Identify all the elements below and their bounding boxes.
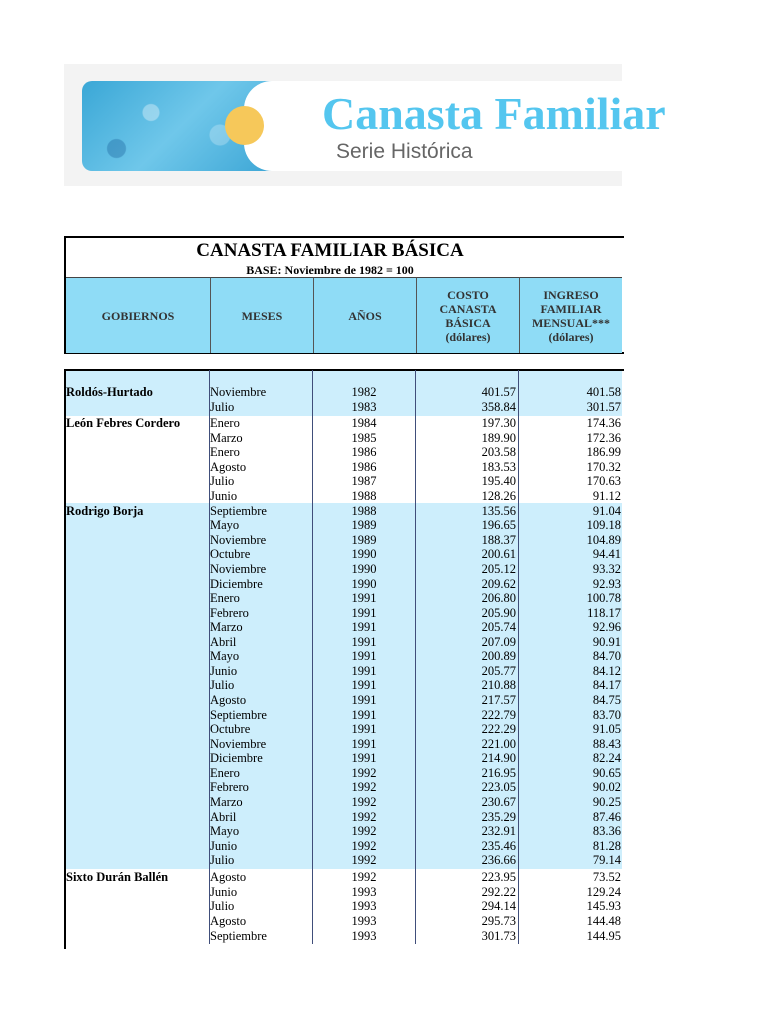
cell-ingreso: 91.04: [592, 504, 621, 518]
cell-ingreso: 82.24: [592, 751, 621, 765]
cell-ano: 1986: [351, 445, 377, 459]
cell-mes: Agosto: [210, 870, 247, 884]
cell-ano: 1992: [351, 795, 377, 809]
sun-circle-icon: [225, 106, 264, 145]
cell-ingreso: 83.36: [592, 824, 621, 838]
cell-ingreso: 91.05: [592, 722, 621, 736]
cell-ano: 1986: [351, 460, 377, 474]
cell-costo: 216.95: [481, 766, 516, 780]
column-header-costo: COSTO CANASTA BÁSICA (dólares): [416, 277, 519, 353]
cell-ingreso: 109.18: [586, 518, 621, 532]
cell-ingreso: 90.91: [592, 635, 621, 649]
cell-mes: Octubre: [210, 722, 251, 736]
cell-costo: 222.29: [481, 722, 516, 736]
cell-ingreso: 88.43: [592, 737, 621, 751]
banner-subtitle: Serie Histórica: [336, 140, 473, 163]
cell-ano: 1988: [351, 504, 377, 518]
cell-ano: 1991: [351, 591, 377, 605]
cell-costo: 235.46: [481, 839, 516, 853]
cell-mes: Noviembre: [210, 737, 267, 751]
cell-mes: Enero: [210, 766, 240, 780]
cell-costo: 292.22: [481, 885, 516, 899]
cell-ingreso: 401.58: [586, 385, 621, 399]
cell-mes: Septiembre: [210, 929, 267, 943]
cell-costo: 205.12: [481, 562, 516, 576]
cell-costo: 221.00: [481, 737, 516, 751]
cell-costo: 301.73: [481, 929, 516, 943]
cell-costo: 205.90: [481, 606, 516, 620]
cell-mes: Marzo: [210, 620, 243, 634]
cell-ingreso: 84.75: [592, 693, 621, 707]
cell-mes: Junio: [210, 885, 238, 899]
cell-costo: 200.89: [481, 649, 516, 663]
cell-ano: 1987: [351, 474, 377, 488]
cell-gobierno: León Febres Cordero: [66, 416, 181, 430]
cell-ingreso: 92.96: [592, 620, 621, 634]
cell-ingreso: 144.95: [586, 929, 621, 943]
cell-mes: Agosto: [210, 914, 247, 928]
table-title: CANASTA FAMILIAR BÁSICA: [196, 240, 464, 261]
column-header-gobiernos: GOBIERNOS: [66, 277, 210, 353]
cell-costo: 200.61: [481, 547, 516, 561]
cell-ano: 1991: [351, 722, 377, 736]
cell-costo: 214.90: [481, 751, 516, 765]
cell-costo: 294.14: [481, 899, 516, 913]
cell-mes: Julio: [210, 400, 235, 414]
cell-ano: 1993: [351, 885, 377, 899]
cell-mes: Mayo: [210, 649, 240, 663]
cell-mes: Agosto: [210, 460, 247, 474]
cell-mes: Febrero: [210, 780, 249, 794]
cell-ano: 1989: [351, 518, 377, 532]
table-subtitle: BASE: Noviembre de 1982 = 100: [246, 263, 414, 277]
cell-ano: 1992: [351, 810, 377, 824]
cell-mes: Marzo: [210, 795, 243, 809]
cell-ingreso: 73.52: [592, 870, 621, 884]
cell-ingreso: 79.14: [592, 853, 621, 867]
cell-mes: Diciembre: [210, 751, 263, 765]
cell-ingreso: 301.57: [586, 400, 621, 414]
cell-mes: Enero: [210, 591, 240, 605]
banner: [64, 64, 666, 186]
cell-ano: 1991: [351, 649, 377, 663]
cell-ano: 1982: [351, 385, 377, 399]
cell-costo: 196.65: [481, 518, 516, 532]
cell-ingreso: 170.32: [586, 460, 621, 474]
cell-ingreso: 90.02: [592, 780, 621, 794]
cell-costo: 223.95: [481, 870, 516, 884]
cell-ingreso: 93.32: [592, 562, 621, 576]
cell-costo: 295.73: [481, 914, 516, 928]
cell-mes: Enero: [210, 445, 240, 459]
cell-ano: 1989: [351, 533, 377, 547]
cell-ingreso: 92.93: [592, 577, 621, 591]
cell-gobierno: Sixto Durán Ballén: [66, 870, 169, 884]
cell-costo: 230.67: [481, 795, 516, 809]
cell-mes: Febrero: [210, 606, 249, 620]
cell-costo: 205.77: [481, 664, 516, 678]
cell-costo: 232.91: [481, 824, 516, 838]
cell-ano: 1984: [351, 416, 377, 430]
cell-ano: 1993: [351, 899, 377, 913]
cell-costo: 205.74: [481, 620, 516, 634]
cell-ingreso: 186.99: [586, 445, 621, 459]
cell-ingreso: 94.41: [592, 547, 621, 561]
cell-ano: 1990: [351, 547, 377, 561]
cell-mes: Enero: [210, 416, 240, 430]
cell-costo: 223.05: [481, 780, 516, 794]
cell-ingreso: 90.25: [592, 795, 621, 809]
cell-ano: 1992: [351, 853, 377, 867]
cell-ingreso: 170.63: [586, 474, 621, 488]
cell-mes: Noviembre: [210, 533, 267, 547]
cell-mes: Septiembre: [210, 504, 267, 518]
column-header-anos: AÑOS: [313, 277, 416, 353]
cell-ingreso: 172.36: [586, 431, 621, 445]
cell-ingreso: 129.24: [586, 885, 621, 899]
cell-mes: Octubre: [210, 547, 251, 561]
cell-ingreso: 84.17: [592, 678, 621, 692]
cell-costo: 206.80: [481, 591, 516, 605]
cell-gobierno: Rodrigo Borja: [66, 504, 144, 518]
cell-ano: 1990: [351, 577, 377, 591]
cell-ano: 1991: [351, 693, 377, 707]
cell-mes: Junio: [210, 489, 238, 503]
cell-ano: 1992: [351, 766, 377, 780]
cell-ingreso: 90.65: [592, 766, 621, 780]
cell-gobierno: Roldós-Hurtado: [66, 385, 153, 399]
cell-costo: 358.84: [481, 400, 516, 414]
cell-mes: Marzo: [210, 431, 243, 445]
cell-mes: Junio: [210, 664, 238, 678]
cell-mes: Julio: [210, 678, 235, 692]
cell-ingreso: 100.78: [586, 591, 621, 605]
cell-ano: 1992: [351, 824, 377, 838]
cell-mes: Abril: [210, 635, 237, 649]
cell-mes: Julio: [210, 899, 235, 913]
cell-ingreso: 144.48: [586, 914, 621, 928]
cell-ano: 1991: [351, 708, 377, 722]
cell-ano: 1991: [351, 606, 377, 620]
cell-costo: 128.26: [481, 489, 516, 503]
cell-mes: Noviembre: [210, 385, 267, 399]
cell-costo: 236.66: [481, 853, 516, 867]
cell-mes: Abril: [210, 810, 237, 824]
cell-ingreso: 104.89: [586, 533, 621, 547]
cell-ingreso: 83.70: [592, 708, 621, 722]
cell-costo: 203.58: [481, 445, 516, 459]
cell-ano: 1992: [351, 780, 377, 794]
cell-ano: 1993: [351, 914, 377, 928]
cell-costo: 217.57: [481, 693, 516, 707]
cell-mes: Septiembre: [210, 708, 267, 722]
cell-ingreso: 84.12: [592, 664, 621, 678]
cell-mes: Noviembre: [210, 562, 267, 576]
cell-ano: 1992: [351, 839, 377, 853]
cell-costo: 235.29: [481, 810, 516, 824]
cell-ingreso: 87.46: [592, 810, 621, 824]
cell-costo: 189.90: [481, 431, 516, 445]
cell-costo: 207.09: [481, 635, 516, 649]
cell-ano: 1991: [351, 620, 377, 634]
cell-ingreso: 145.93: [586, 899, 621, 913]
banner-title: Canasta Familiar: [322, 88, 666, 139]
cell-ano: 1990: [351, 562, 377, 576]
column-header-meses: MESES: [210, 277, 313, 353]
cell-ano: 1991: [351, 635, 377, 649]
cell-ano: 1993: [351, 929, 377, 943]
cell-mes: Agosto: [210, 693, 247, 707]
cell-ingreso: 81.28: [592, 839, 621, 853]
column-header-ingreso: INGRESO FAMILIAR MENSUAL*** (dólares): [519, 277, 622, 353]
cell-ingreso: 91.12: [592, 489, 621, 503]
cell-costo: 197.30: [481, 416, 516, 430]
cell-ano: 1991: [351, 751, 377, 765]
cell-ingreso: 174.36: [586, 416, 621, 430]
cell-mes: Mayo: [210, 518, 240, 532]
cell-costo: 222.79: [481, 708, 516, 722]
cell-ano: 1992: [351, 870, 377, 884]
cell-ingreso: 84.70: [592, 649, 621, 663]
cell-mes: Julio: [210, 474, 235, 488]
cell-costo: 210.88: [481, 678, 516, 692]
cell-ano: 1991: [351, 664, 377, 678]
cell-costo: 188.37: [481, 533, 516, 547]
cell-ano: 1983: [351, 400, 377, 414]
cell-costo: 209.62: [481, 577, 516, 591]
cell-ano: 1991: [351, 737, 377, 751]
cell-ano: 1991: [351, 678, 377, 692]
cell-mes: Julio: [210, 853, 235, 867]
cell-mes: Junio: [210, 839, 238, 853]
cell-ano: 1985: [351, 431, 377, 445]
cell-costo: 183.53: [481, 460, 516, 474]
cell-costo: 195.40: [481, 474, 516, 488]
cell-ano: 1988: [351, 489, 377, 503]
cell-ingreso: 118.17: [587, 606, 621, 620]
cell-costo: 135.56: [481, 504, 516, 518]
cell-mes: Diciembre: [210, 577, 263, 591]
cell-mes: Mayo: [210, 824, 240, 838]
cell-costo: 401.57: [481, 385, 516, 399]
